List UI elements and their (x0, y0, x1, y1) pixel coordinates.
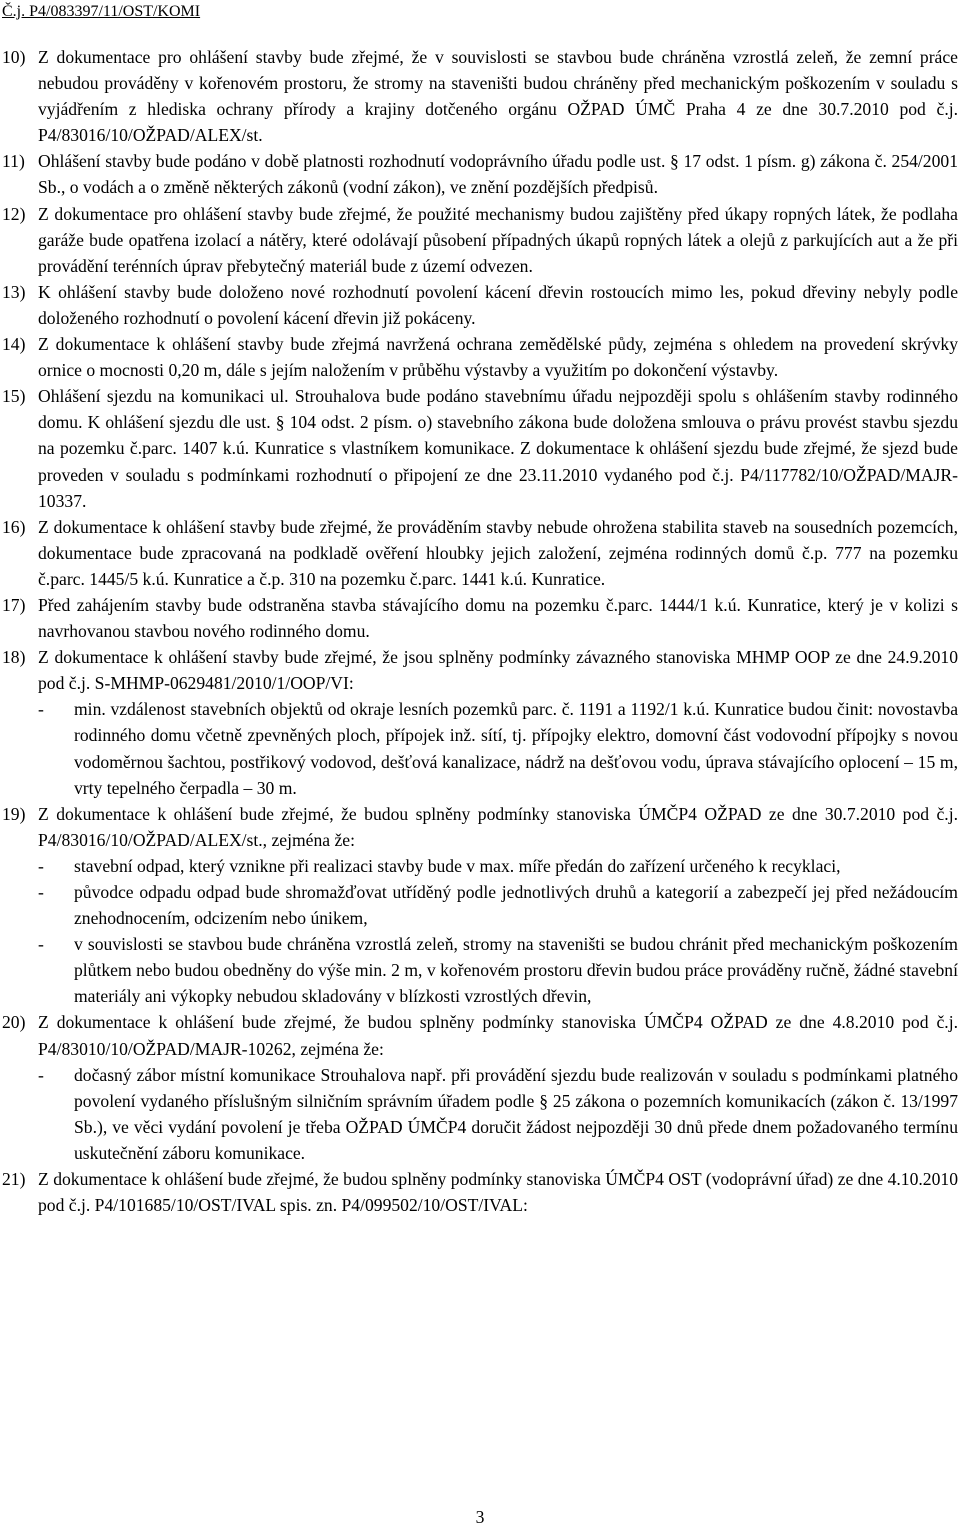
condition-text: Z dokumentace k ohlášení bude zřejmé, že budou splněny podmínky stanoviska ÚMČP4 OST (vodoprávní úřad) ze dne 4.10.2010 pod č.j. P4/101685/10/OST/IVAL spis. zn. P4/099502/10/OST/IVAL: (38, 1169, 958, 1216)
subitem-marker: - (38, 855, 44, 876)
subitem-marker: - (38, 934, 44, 955)
condition-number: 15) (2, 386, 26, 407)
condition-item (2, 331, 958, 383)
condition-item (2, 201, 958, 279)
condition-body (38, 644, 958, 801)
condition-item (2, 1009, 958, 1166)
condition-number: 11) (2, 151, 25, 172)
condition-number: 13) (2, 281, 26, 302)
condition-item (2, 644, 958, 801)
condition-item (2, 148, 958, 200)
document-reference: Č.j. P4/083397/11/OST/KOMI (2, 3, 201, 20)
condition-subitem (38, 931, 958, 1009)
condition-number: 20) (2, 1012, 26, 1033)
subitem-marker: - (38, 882, 44, 902)
condition-text: Z dokumentace k ohlášení bude zřejmé, že budou splněny podmínky stanoviska ÚMČP4 OŽPAD ze dne 30.7.2010 pod č.j. P4/83016/10/OŽPAD/ALEX/st., zejména že: (38, 803, 958, 850)
condition-item (2, 44, 958, 148)
subitem-marker: - (38, 1064, 44, 1085)
subitem-text: stavební odpad, který vznikne při realizaci stavby bude v max. míře předán do zařízení určeného k recyklaci, (74, 855, 841, 876)
subitem-text: původce odpadu odpad bude shromažďovat utříděný podle jednotlivých druhů a kategorií a zabezpečí jej před nežádoucím znehodnocením, odcizením nebo únikem, (74, 882, 958, 929)
condition-text: Z dokumentace k ohlášení bude zřejmé, že budou splněny podmínky stanoviska ÚMČP4 OŽPAD ze dne 4.8.2010 pod č.j. P4/83010/10/OŽPAD/MAJR-10262, zejména že: (38, 1012, 958, 1059)
condition-number: 14) (2, 334, 26, 355)
condition-subitem (38, 1062, 958, 1166)
condition-text: Z dokumentace k ohlášení stavby bude zřejmé, že jsou splněny podmínky závazného stanoviska MHMP OOP ze dne 24.9.2010 pod č.j. S-MHMP-0629481/2010/1/OOP/VI: (38, 647, 958, 694)
condition-text: K ohlášení stavby bude doloženo nové rozhodnutí povolení kácení dřevin rostoucích mimo les, pokud dřeviny nebyly podle doloženého rozhodnutí o povolení kácení dřevin již pokáceny. (38, 281, 958, 328)
condition-text: Z dokumentace pro ohlášení stavby bude zřejmé, že v souvislosti se stavbou bude chráněna vzrostlá zeleň, že zemní práce nebudou prováděny v kořenovém prostoru, že stromy na staveništi budou chráněny před mechanickým poškozením v souladu s vyjádřením z hlediska ochrany přírody a krajiny dotčeného orgánu OŽPAD ÚMČ Praha 4 ze dne 30.7.2010 pod č.j. P4/83016/10/OŽPAD/ALEX/st. (38, 47, 958, 146)
condition-number: 10) (2, 47, 26, 67)
subitem-text: min. vzdálenost stavebních objektů od okraje lesních pozemků parc. č. 1191 a 1192/1 k.ú. Kunratice budou činit: novostavba rodinného domu včetně zpevněných ploch, přípojek inž. sítí, tj. přípojky elektro, domovní část vodovodní přípojky s novou vodoměrnou šachtou, postřikový vodovod, dešťová kanalizace, nádrž na dešťovou vodu, úprava stávajícího oplocení – 15 m, vrty tepelného čerpadla – 30 m. (74, 699, 958, 798)
condition-body (38, 331, 958, 383)
condition-item (2, 1166, 958, 1218)
condition-item (2, 592, 958, 644)
condition-subitem (38, 879, 958, 931)
condition-text: Z dokumentace pro ohlášení stavby bude zřejmé, že použité mechanismy budou zajištěny před úkapy ropných látek, že podlaha garáže bude opatřena izolací a nátěry, které odolávají působení případných úkapů ropných látek a olejů z parkujících aut a že při provádění terénních úprav přebytečný materiál bude z území odvezen. (38, 203, 958, 276)
condition-body (38, 592, 958, 644)
condition-text: Před zahájením stavby bude odstraněna stavba stávajícího domu na pozemku č.parc. 1444/1 k.ú. Kunratice, který je v kolizi s navrhovanou stavbou nového rodinného domu. (38, 594, 958, 642)
condition-number: 19) (2, 803, 26, 824)
condition-text: Z dokumentace k ohlášení stavby bude zřejmá navržená ochrana zemědělské půdy, zejména s ohledem na provedení skrývky ornice o mocnosti 0,20 m, dále s jejím naložením v průběhu výstavby a využitím po dokončení výstavby. (38, 334, 958, 381)
condition-text: Z dokumentace k ohlášení stavby bude zřejmé, že prováděním stavby nebude ohrožena stabilita staveb na sousedních pozemcích, dokumentace bude zpracovaná na podkladě ověření hloubky jejich založení, zejména rodinných domů č.p. 777 na pozemku č.parc. 1445/5 k.ú. Kunratice a č.p. 310 na pozemku č.parc. 1441 k.ú. Kunratice. (38, 516, 958, 589)
condition-body (38, 1166, 958, 1218)
condition-body (38, 514, 958, 592)
condition-item (2, 514, 958, 592)
condition-body (38, 801, 958, 1010)
condition-subitem (38, 696, 958, 800)
condition-item (2, 801, 958, 1010)
condition-number: 12) (2, 203, 26, 224)
condition-subitem (38, 853, 958, 879)
condition-body (38, 383, 958, 513)
condition-body (38, 279, 958, 331)
condition-body (38, 44, 958, 148)
subitem-marker: - (38, 699, 44, 720)
condition-body (38, 1009, 958, 1166)
condition-item (2, 279, 958, 331)
document-body (2, 44, 958, 1218)
condition-number: 18) (2, 647, 26, 668)
condition-item (2, 383, 958, 513)
condition-body (38, 148, 958, 200)
condition-body (38, 201, 958, 279)
condition-number: 21) (2, 1169, 26, 1190)
condition-text: Ohlášení stavby bude podáno v době platnosti rozhodnutí vodoprávního úřadu podle ust. § 17 odst. 1 písm. g) zákona č. 254/2001 Sb., o vodách a o změně některých zákonů (vodní zákon), ve znění pozdějších předpisů. (38, 151, 958, 198)
subitem-text: v souvislosti se stavbou bude chráněna vzrostlá zeleň, stromy na staveništi se budou chránit před mechanickým poškozením plůtkem nebo budou obedněny do výše min. 2 m, v kořenovém prostoru dřevin budou práce prováděny ručně, žádné stavební materiály ani výkopky nebudou skladovány v blízkosti vzrostlých dřevin, (74, 934, 958, 1007)
page-number: 3 (475, 1507, 485, 1527)
subitem-text: dočasný zábor místní komunikace Strouhalova např. při provádění sjezdu bude realizován v souladu s podmínkami platného povolení vydaného příslušným silničním správním úřadem podle § 25 zákona o pozemních komunikacích (zákon č. 13/1997 Sb.), ve věci vydání povolení je třeba OŽPAD ÚMČP4 doručit žádost nejpozději 30 dnů přede dnem požadovaného termínu uskutečnění záboru komunikace. (74, 1064, 958, 1163)
condition-number: 17) (2, 594, 26, 615)
condition-number: 16) (2, 516, 26, 537)
condition-text: Ohlášení sjezdu na komunikaci ul. Strouhalova bude podáno stavebnímu úřadu nejpozději spolu s ohlášením stavby rodinného domu. K ohlášení sjezdu dle ust. § 104 odst. 2 písm. o) stavebního zákona bude doložena smlouva o právu provést stavbu sjezdu na pozemku č.parc. 1407 k.ú. Kunratice s vlastníkem komunikace. Z dokumentace k ohlášení sjezdu bude zřejmé, že sjezd bude proveden v souladu s podmínkami rozhodnutí o připojení ze dne 23.11.2010 vydaného pod č.j. P4/117782/10/OŽPAD/MAJR-10337. (38, 386, 958, 511)
